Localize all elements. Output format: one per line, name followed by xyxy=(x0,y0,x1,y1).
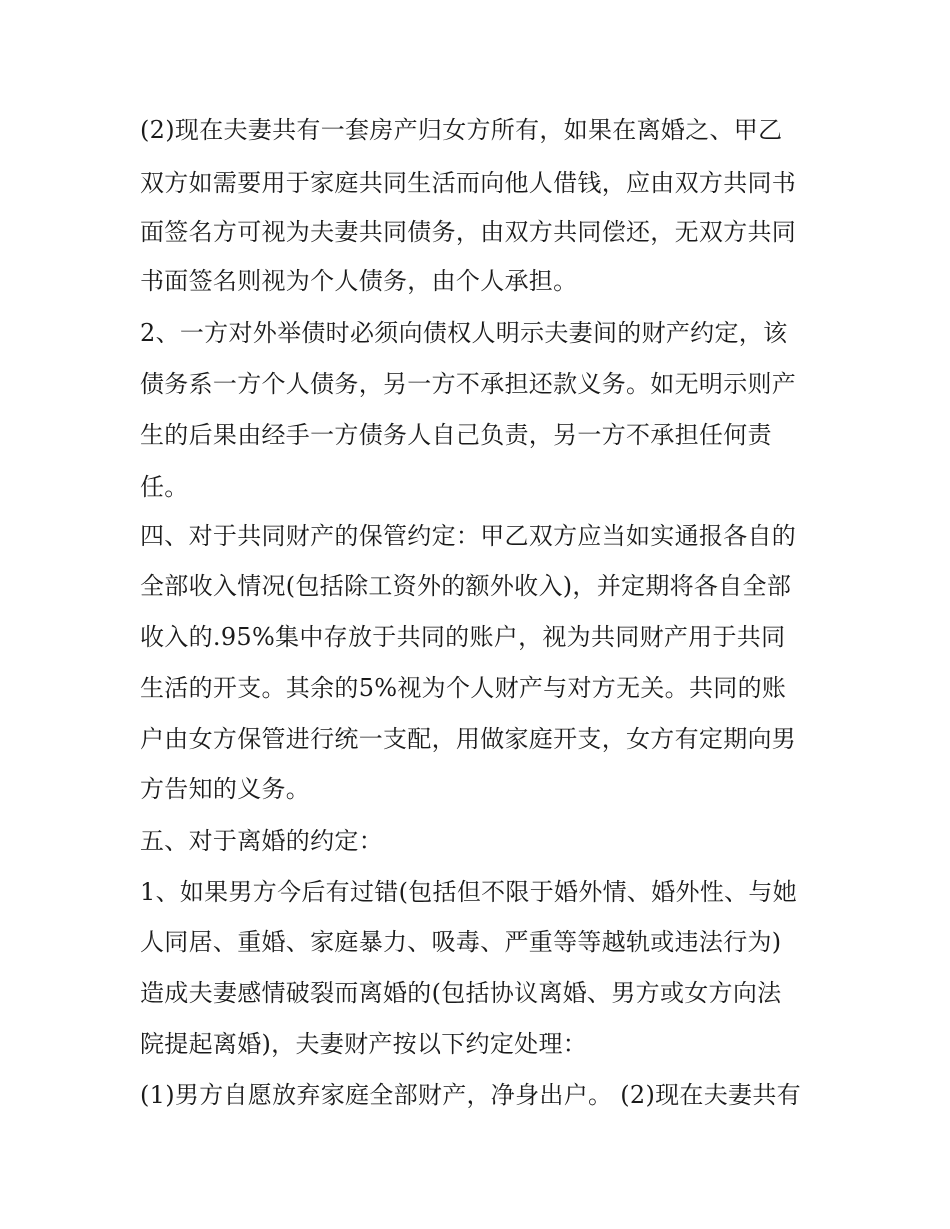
text-line: 院提起离婚)，夫妻财产按以下约定处理： xyxy=(140,1030,588,1058)
text-line: 2、一方对外举债时必须向债权人明示夫妻间的财产约定，该 xyxy=(140,319,788,347)
text-line: 户由女方保管进行统一支配，用做家庭开支，女方有定期向男 xyxy=(140,725,797,753)
text-line: 四、对于共同财产的保管约定：甲乙双方应当如实通报各自的 xyxy=(140,522,797,550)
text-line: 人同居、重婚、家庭暴力、吸毒、严重等等越轨或违法行为) xyxy=(140,928,782,956)
text-line: (1)男方自愿放弃家庭全部财产，净身出户。 (2)现在夫妻共有 xyxy=(140,1081,801,1109)
text-line: 1、如果男方今后有过错(包括但不限于婚外情、婚外性、与她 xyxy=(140,878,798,906)
text-line: 生的后果由经手一方债务人自己负责，另一方不承担任何责 xyxy=(140,421,772,449)
text-line: 债务系一方个人债务，另一方不承担还款义务。如无明示则产 xyxy=(140,370,797,398)
text-line: (2)现在夫妻共有一套房产归女方所有，如果在离婚之、甲乙 xyxy=(140,116,783,144)
text-line: 生活的开支。其余的5%视为个人财产与对方无关。共同的账 xyxy=(140,674,787,702)
text-line: 面签名方可视为夫妻共同债务，由双方共同偿还，无双方共同 xyxy=(140,218,797,246)
text-line: 任。 xyxy=(140,473,189,501)
text-line: 全部收入情况(包括除工资外的额外收入)，并定期将各自全部 xyxy=(140,572,792,600)
text-line: 书面签名则视为个人债务，由个人承担。 xyxy=(140,267,578,295)
text-line: 收入的.95%集中存放于共同的账户，视为共同财产用于共同 xyxy=(140,623,786,651)
text-line: 五、对于离婚的约定： xyxy=(140,827,383,855)
text-line: 双方如需要用于家庭共同生活而向他人借钱，应由双方共同书 xyxy=(140,169,797,197)
text-line: 造成夫妻感情破裂而离婚的(包括协议离婚、男方或女方向法 xyxy=(140,979,782,1007)
text-line: 方告知的义务。 xyxy=(140,775,311,803)
